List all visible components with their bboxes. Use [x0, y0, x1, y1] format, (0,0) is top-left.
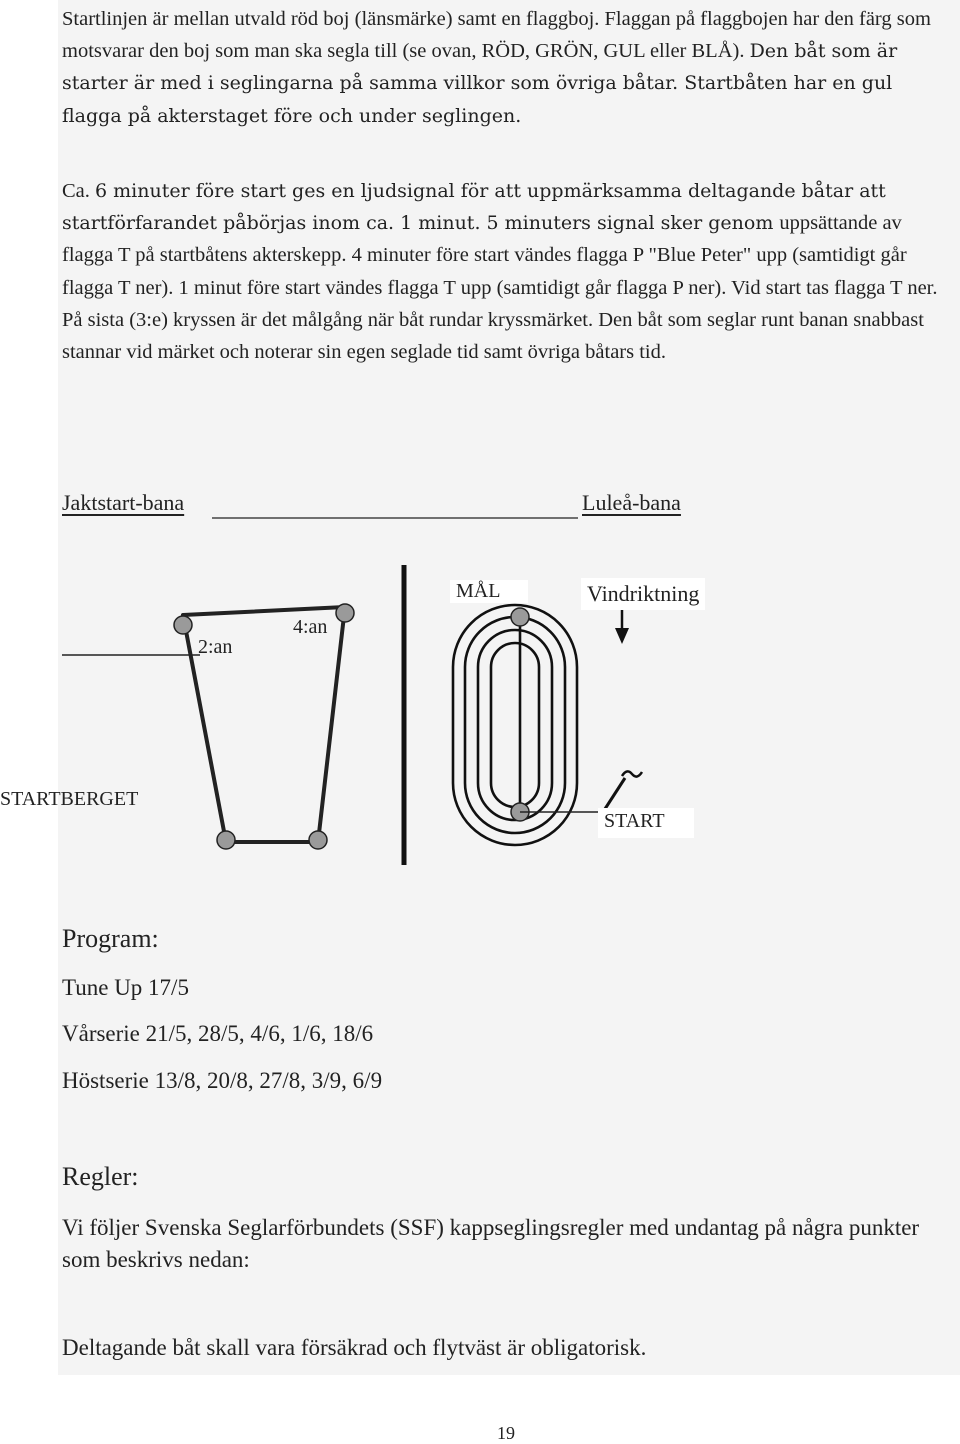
intro-p2-part-2: 6 minuter före start ges en ljudsignal för att uppmärksamma deltagande båtar att startförfarandet påbörjas inom ca. 1 minut. 5 minuters signal sker genom — [62, 180, 886, 235]
mark-4-label: 4:an — [293, 616, 328, 638]
left-course-title: Jaktstart-bana — [62, 490, 185, 515]
right-course-title: Luleå-bana — [582, 490, 681, 515]
finish-label: MÅL — [450, 580, 528, 603]
intro-p1-sentence-2: Flaggan på flaggbojen har den färg som motsvarar den boj som man ska segla till (se ovan, RÖD, GRÖN, GUL eller BLÅ). — [62, 8, 931, 63]
intro-p1-sentence-4: Startbåten har en gul flagga på akterstaget före och under seglingen. — [62, 72, 893, 127]
program-item-tune-up: Tune Up 17/5 — [62, 975, 189, 1000]
lulea-loop-core — [491, 643, 539, 807]
intro-p1-sentence-1: Startlinjen är mellan utvald röd boj (länsmärke) samt en flaggboj. — [62, 8, 605, 30]
intro-p1-sentence-3: Den båt som är starter är med i seglingarna på samma villkor som övriga båtar. — [62, 40, 898, 95]
wind-direction-label: Vindriktning — [581, 578, 705, 610]
page-number: 19 — [497, 1423, 515, 1443]
program-item-varserie: Vårserie 21/5, 28/5, 4/6, 1/6, 18/6 — [62, 1021, 374, 1046]
program-item-hostserie: Höstserie 13/8, 20/8, 27/8, 3/9, 6/9 — [62, 1068, 383, 1093]
program-heading: Program: — [62, 924, 159, 953]
lulea-loop-inner — [478, 630, 552, 820]
rules-intro: Vi följer Svenska Seglarförbundets (SSF) kappseglingsregler med undantag på några punkter som beskrivs nedan: — [62, 1215, 920, 1272]
start-right-buoy — [309, 831, 327, 849]
start-flag-pole — [603, 778, 625, 812]
lulea-loop-middle — [465, 617, 565, 833]
finish-buoy — [511, 608, 529, 626]
rules-note: Deltagande båt skall vara försäkrad och flytväst är obligatorisk. — [62, 1335, 647, 1360]
mark-2-buoy — [174, 616, 192, 634]
mark-2-label: 2:an — [198, 636, 233, 658]
start-left-buoy — [217, 831, 235, 849]
start-label: START — [598, 808, 694, 838]
start-flag-icon — [622, 771, 642, 776]
intro-p2-part-1: Ca. — [62, 180, 96, 202]
wind-arrow-head-icon — [615, 628, 629, 644]
mark-4-buoy — [336, 604, 354, 622]
startberget-label: STARTBERGET — [0, 788, 139, 810]
intro-p2-part-3: uppsättande av flagga T på startbåtens akterskepp. 4 minuter före start vändes flagga P "Blue Peter" upp (samtidigt går flagga T ner). 1 minut före start vändes flagga T upp (samtidigt går flagga P ner). Vid start tas flagga T ner. På sista (3:e) kryssen är det målgång när båt rundar kryssmärket. Den båt som seglar runt banan snabbast stannar vid märket och noterar sin egen seglade tid samt övriga båtars tid. — [62, 212, 938, 364]
rules-heading: Regler: — [62, 1162, 139, 1191]
